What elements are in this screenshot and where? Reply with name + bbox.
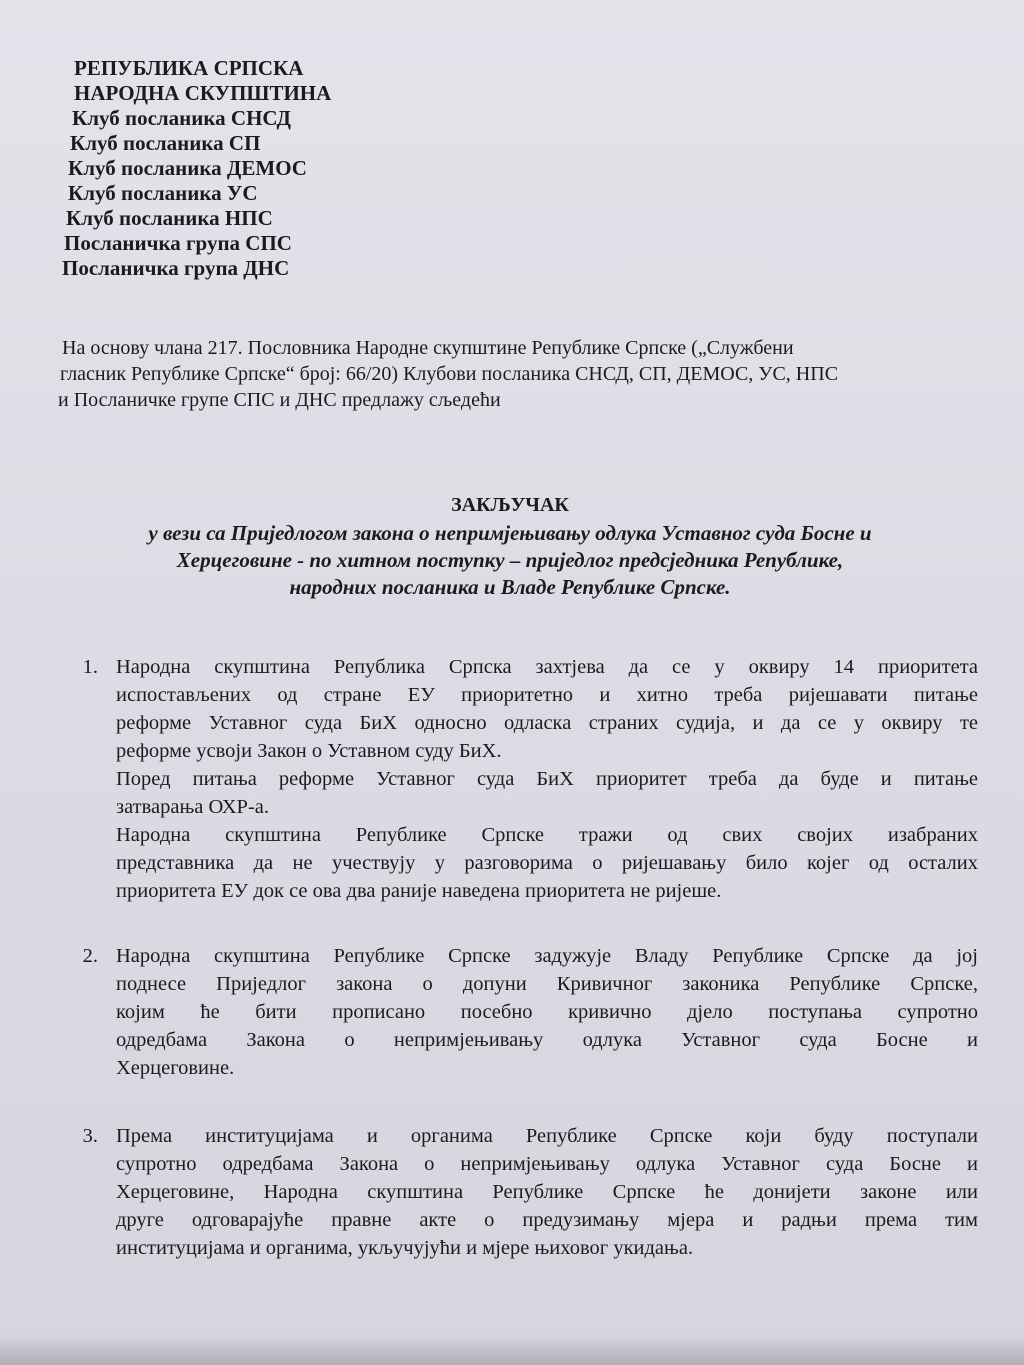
item-line: затварања ОХР-а. [116,796,269,818]
item-line: представника да не учествују у разговорима о ријешавању било којег од осталих [116,852,978,874]
item-line: институцијама и органима, укључујући и мјере њиховог укидања. [116,1237,694,1259]
item-line: реформе Уставног суда БиХ односно одласка страних судија, и да се у оквиру те [116,712,978,734]
list-item [58,942,988,1082]
item-number: 2. [82,945,98,967]
sender-line: НАРОДНА СКУПШТИНА [74,81,332,105]
item-line: испостављених од стране ЕУ приоритетно и хитно треба ријешавати питање [116,684,978,706]
item-line: Народна скупштина Републике Српске тражи од свих својих изабраних [116,824,978,846]
document-title: ЗАКЉУЧАК [451,494,569,516]
item-line: којим ће бити прописано посебно кривично дјело поступања супротно [116,1001,978,1023]
item-line: Херцеговине. [116,1057,235,1079]
document-subtitle-line: Херцеговине - по хитном поступку – приједлог предсједника Републике, [176,548,844,572]
list-item [58,1122,988,1262]
item-text [116,653,978,905]
sender-block [62,56,462,281]
sender-line: Клуб посланика НПС [66,206,273,230]
item-line: поднесе Приједлог закона о допуни Кривичног законика Републике Српске, [116,973,978,995]
item-text [116,942,978,1082]
item-number: 3. [82,1125,98,1147]
item-line: приоритета ЕУ док се ова два раније наведена приоритета не ријеше. [116,880,722,902]
item-line: Херцеговине, Народна скупштина Републике Српске ће донијети законе или [116,1181,978,1203]
list-item [58,653,988,905]
sender-line: Клуб посланика УС [68,181,258,205]
item-line: Поред питања реформе Уставног суда БиХ приоритет треба да буде и питање [116,768,978,790]
sender-line: Посланичка група СПС [64,231,292,255]
sender-line: Клуб посланика ДЕМОС [68,156,307,180]
sender-line: Клуб посланика СП [70,131,261,155]
sender-line: Посланичка група ДНС [62,256,290,280]
item-line: Народна скупштина Република Српска захтјева да се у оквиру 14 приоритета [116,656,978,678]
item-line: реформе усвоји Закон о Уставном суду БиХ. [116,740,502,762]
item-line: одредбама Закона о непримјењивању одлука Уставног суда Босне и [116,1029,978,1051]
intro-line: и Посланичке групе СПС и ДНС предлажу сљедећи [58,389,501,411]
conclusion-items [58,653,988,1262]
sender-line: РЕПУБЛИКА СРПСКА [74,56,304,80]
item-line: Народна скупштина Републике Српске задужује Владу Републике Српске да јој [116,945,978,967]
item-number: 1. [82,656,98,678]
document-heading [40,492,980,601]
item-line: друге одговарајуће правне акте о предузимању мјера и радњи према тим [116,1209,978,1231]
intro-paragraph [58,335,968,413]
document-subtitle-line: у вези са Приједлогом закона о непримјењивању одлука Уставног суда Босне и [148,521,872,545]
intro-line: На основу члана 217. Пословника Народне скупштине Републике Српске („Службени [62,337,794,359]
item-line: Према институцијама и органима Републике Српске који буду поступали [116,1125,978,1147]
item-text [116,1122,978,1262]
document-subtitle-line: народних посланика и Владе Републике Српске. [289,575,731,599]
item-line: супротно одредбама Закона о непримјењивању одлука Уставног суда Босне и [116,1153,978,1175]
intro-line: гласник Републике Српске“ број: 66/20) Клубови посланика СНСД, СП, ДЕМОС, УС, НПС [60,363,839,385]
sender-line: Клуб посланика СНСД [72,106,291,130]
